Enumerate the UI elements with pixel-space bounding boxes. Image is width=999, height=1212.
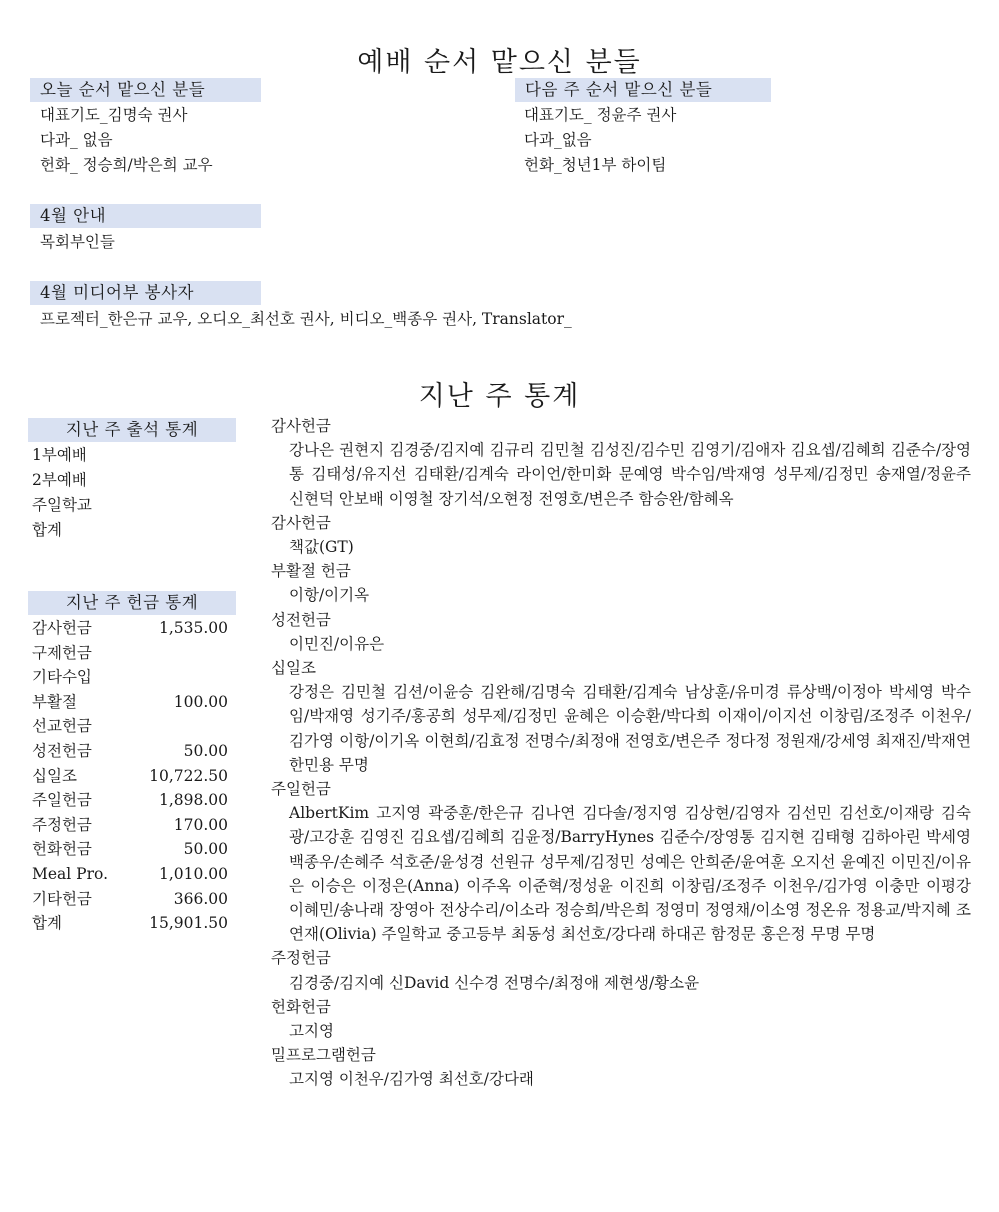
cash-label: 헌화헌금 — [32, 840, 92, 859]
cash-label: 성전헌금 — [32, 742, 92, 760]
cash-row — [32, 641, 228, 666]
offering-names: 고지영 — [289, 1022, 334, 1041]
attendance-row: 1부예배 — [32, 446, 87, 464]
cash-row — [32, 739, 228, 764]
next-week-line: 다과_없음 — [524, 131, 592, 149]
cash-row — [32, 837, 228, 862]
cash-label: 감사헌금 — [32, 619, 92, 637]
offering-names: 고지영 이천우/김가영 최선호/강다래 — [289, 1070, 534, 1089]
today-line: 헌화_ 정승희/박은희 교우 — [40, 156, 213, 174]
offering-names: 김경중/김지예 신David 신수경 전명수/최정애 제현생/황소윤 — [289, 973, 700, 992]
cash-label: 주정헌금 — [32, 815, 92, 834]
attendance-header: 지난 주 출석 통계 — [28, 418, 236, 442]
offering-category: 부활절 헌금 — [271, 562, 351, 581]
cash-amount: 100.00 — [173, 692, 228, 711]
page-title: 예배 순서 맡으신 분들 — [357, 47, 642, 78]
offering-names: 강정은 김민철 김션/이윤승 김완해/김명숙 김태환/김계숙 남상훈/유미경 류상백/이정아 박세영 박수임/박재영 성기주/홍공희 성무제/김정민 윤혜은 이승환/박다희 이재이/이지선 이창림/조정주 이천우/김가영 이항/이기옥 이현희/김효정 전명수/최정애 전영호/변은주 정다정 정원재/강세영 최재진/박재연 한민용 무명 — [289, 683, 971, 774]
cash-label: 기타헌금 — [32, 889, 92, 908]
today-line: 대표기도_김명숙 권사 — [40, 106, 188, 124]
april-notice-line: 목회부인들 — [40, 233, 115, 251]
offering-names: 강나은 권현지 김경중/김지예 김규리 김민철 김성진/김수민 김영기/김애자 김요셉/김혜희 김준수/장영통 김태성/유지선 김태환/김계숙 라이언/한미화 문예영 박수임/박재영 성무제/김정민 송재열/정윤주 신현덕 안보배 이영철 장기석/오현정 전영호/변은주 함승완/함혜옥 — [289, 441, 971, 508]
cash-label: 십일조 — [32, 766, 77, 785]
cash-amount: 170.00 — [173, 815, 228, 834]
cash-label: 주일헌금 — [32, 791, 92, 810]
cash-row — [32, 862, 228, 887]
offering-category: 주정헌금 — [271, 949, 331, 968]
offering-category: 주일헌금 — [271, 780, 331, 799]
offering-category: 성전헌금 — [271, 610, 331, 629]
cash-amount: 366.00 — [173, 889, 228, 908]
cash-row — [32, 788, 228, 813]
cash-row — [32, 665, 228, 690]
stats-title: 지난 주 통계 — [418, 381, 581, 412]
offerings-list — [271, 414, 971, 1092]
cash-row — [32, 813, 228, 838]
cash-amount: 15,901.50 — [149, 914, 228, 933]
cash-amount: 50.00 — [183, 742, 228, 760]
next-week-header: 다음 주 순서 맡으신 분들 — [515, 78, 771, 102]
cash-label: 기타수입 — [32, 668, 92, 687]
cash-label: 합계 — [32, 914, 62, 933]
cash-amount: 50.00 — [183, 840, 228, 859]
offering-names: 이민진/이유은 — [289, 634, 385, 653]
today-line: 다과_ 없음 — [40, 131, 113, 149]
april-notice-header: 4월 안내 — [30, 204, 261, 228]
cash-row — [32, 887, 228, 912]
cash-row — [32, 764, 228, 789]
cash-row — [32, 714, 228, 739]
attendance-row: 주일학교 — [32, 496, 92, 514]
offering-names: AlbertKim 고지영 곽중훈/한은규 김나연 김다솔/정지영 김상현/김영자 김선민 김선호/이재랑 김숙광/고강훈 김영진 김요셉/김혜희 김윤정/BarryHynes 김준수/장영통 김지현 김태형 김하아린 박세영 백종우/손혜주 석호준/윤성경 선원규 성무제/김정민 성예은 안희준/윤여훈 오지선 윤예진 이민진/이유은 이승은 이정은(Anna) 이주옥 이준혁/정성윤 이진희 이창림/조정주 이천우/김가영 이충만 이평강 이혜민/송나래 장영아 전상수리/이소라 정승희/박은희 정영미 정영채/이소영 정온유 정용교/박지혜 조연재(Olivia) 주일학교 중고등부 최동성 최선호/강다래 하대곤 함정문 홍은정 무명 무명 — [289, 804, 971, 944]
next-week-line: 헌화_청년1부 하이팀 — [524, 156, 667, 174]
cash-row — [32, 911, 228, 936]
offering-category: 감사헌금 — [271, 417, 331, 435]
cash-header: 지난 주 헌금 통계 — [28, 591, 236, 615]
offering-category: 감사헌금 — [271, 513, 331, 532]
cash-label: 선교헌금 — [32, 717, 92, 736]
april-media-line: 프로젝터_한은규 교우, 오디오_최선호 권사, 비디오_백종우 권사, Translator_ — [40, 310, 572, 328]
today-header: 오늘 순서 맡으신 분들 — [30, 78, 261, 102]
offering-names: 책값(GT) — [289, 538, 354, 557]
attendance-row: 합계 — [32, 521, 62, 539]
cash-amount: 10,722.50 — [149, 766, 228, 785]
next-week-line: 대표기도_ 정윤주 권사 — [524, 106, 677, 124]
cash-label: 구제헌금 — [32, 643, 92, 662]
cash-row — [32, 690, 228, 715]
cash-row — [32, 616, 228, 641]
offering-names: 이항/이기옥 — [289, 586, 370, 605]
cash-label: 부활절 — [32, 692, 77, 711]
cash-amount: 1,898.00 — [158, 791, 228, 810]
cash-label: Meal Pro. — [32, 865, 108, 883]
april-media-header: 4월 미디어부 봉사자 — [30, 281, 261, 305]
offering-category: 십일조 — [271, 659, 316, 678]
offering-category: 밀프로그램헌금 — [271, 1046, 376, 1065]
attendance-row: 2부예배 — [32, 471, 87, 489]
cash-amount: 1,535.00 — [158, 619, 228, 637]
cash-amount: 1,010.00 — [158, 865, 228, 883]
offering-category: 헌화헌금 — [271, 997, 331, 1016]
